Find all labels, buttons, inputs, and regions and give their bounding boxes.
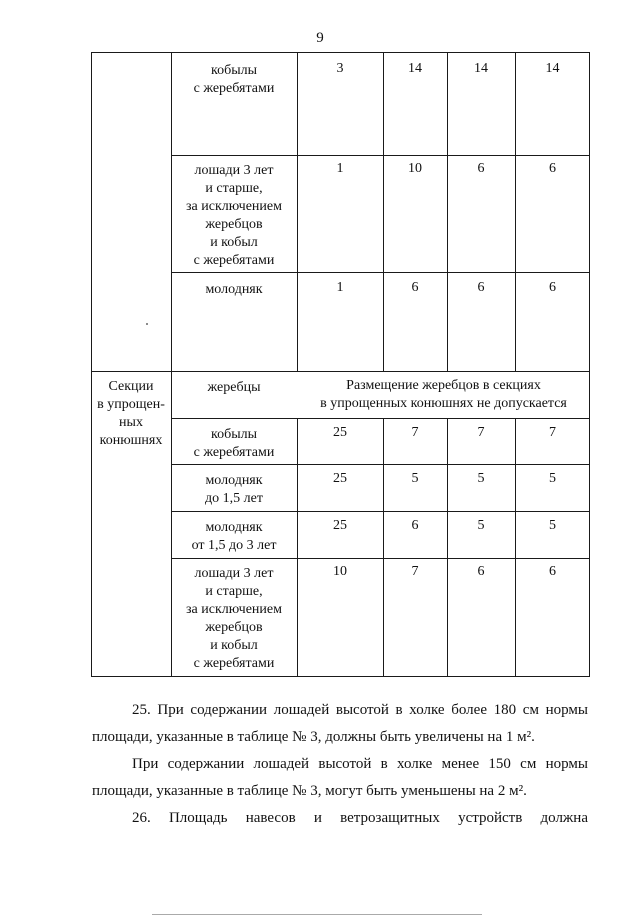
table-vline-col4 (515, 52, 516, 372)
table-cell-value: 14 (408, 61, 422, 76)
table-vline-category (297, 52, 298, 372)
table-hline (171, 418, 590, 419)
table-cell-value: 6 (549, 564, 556, 579)
table-cell-value: 5 (549, 518, 556, 533)
table-cell-value: 1 (336, 280, 344, 295)
table-vline-col2 (383, 419, 384, 677)
paragraph-25-line2: площади, указанные в таблице № 3, должны быть увеличены на 1 м². (92, 729, 535, 745)
row-category-label: лошади 3 лет и старше, за исключением жеребцов и кобыл с жеребятами (186, 163, 282, 268)
row-category-label: кобылы с жеребятами (193, 63, 275, 96)
table-cell-value: 5 (477, 471, 485, 486)
paragraph-25-line1: 25. При содержании лошадей высотой в холке более 180 см нормы (132, 702, 588, 718)
paragraph-26-line1: 26. Площадь навесов и ветрозащитных устройств должна (132, 810, 588, 826)
page-number: 9 (316, 30, 324, 46)
table-cell-value: 14 (474, 61, 488, 76)
table-hline (171, 155, 590, 156)
table-cell-value: 6 (411, 280, 419, 295)
table-cell-value: 25 (333, 425, 347, 440)
row-category-label: кобылы с жеребятами (193, 427, 275, 460)
merged-note-cell: Размещение жеребцов в секциях в упрощенных конюшнях не допускается (320, 378, 567, 411)
table-cell-value: 7 (549, 425, 556, 440)
stall-area-table (91, 52, 590, 677)
table-vline-col2 (383, 52, 384, 372)
paragraph-25b-line1: При содержании лошадей высотой в холке менее 150 см нормы (132, 756, 588, 772)
table-hline (171, 272, 590, 273)
table-cell-value: 6 (549, 161, 556, 176)
row-category-label: лошади 3 лет и старше, за исключением жеребцов и кобыл с жеребятами (186, 566, 282, 671)
table-cell-value: 3 (336, 61, 344, 76)
table-cell-value: 5 (477, 518, 485, 533)
row-group-label: Секции в упрощен- ных конюшнях (97, 379, 165, 448)
table-hline (171, 464, 590, 465)
table-vline-col3 (447, 52, 448, 372)
row-category-label: молодняк (205, 282, 263, 297)
table-cell-value: 7 (411, 564, 419, 579)
table-border-left (91, 52, 92, 677)
table-hline-section (91, 371, 590, 372)
table-border-right (589, 52, 590, 677)
table-cell-value: 14 (545, 61, 560, 76)
paragraph-25b-line2-text: площади, указанные в таблице № 3, могут быть уменьшены на 2 м² (92, 783, 524, 799)
table-vline-col4 (515, 419, 516, 677)
table-cell-value: 6 (477, 280, 485, 295)
table-cell-value: 10 (333, 564, 347, 579)
paragraph-25b-line2: площади, указанные в таблице № 3, могут быть уменьшены на 2 м². (92, 783, 527, 799)
table-cell-value: 5 (411, 471, 419, 486)
table-cell-value: 25 (333, 518, 347, 533)
scan-speck (146, 323, 148, 325)
table-hline (171, 558, 590, 559)
table-vline-category (297, 419, 298, 677)
table-cell-value: 7 (477, 425, 485, 440)
table-cell-value: 6 (477, 564, 485, 579)
table-vline-col3 (447, 419, 448, 677)
table-cell-value: 6 (549, 280, 556, 295)
table-cell-value: 6 (477, 161, 485, 176)
table-cell-value: 7 (411, 425, 419, 440)
row-category-label: жеребцы (207, 380, 261, 395)
table-cell-value: 10 (408, 161, 422, 176)
page-bottom-edge (152, 914, 482, 915)
paragraph-25-line2-text: площади, указанные в таблице № 3, должны быть увеличены на 1 м² (92, 729, 532, 745)
table-cell-value: 6 (411, 518, 419, 533)
table-hline (171, 511, 590, 512)
table-cell-value: 25 (333, 471, 347, 486)
table-cell-value: 5 (549, 471, 556, 486)
row-category-label: молодняк до 1,5 лет (205, 473, 263, 506)
table-cell-value: 1 (336, 161, 344, 176)
row-category-label: молодняк от 1,5 до 3 лет (191, 520, 277, 553)
